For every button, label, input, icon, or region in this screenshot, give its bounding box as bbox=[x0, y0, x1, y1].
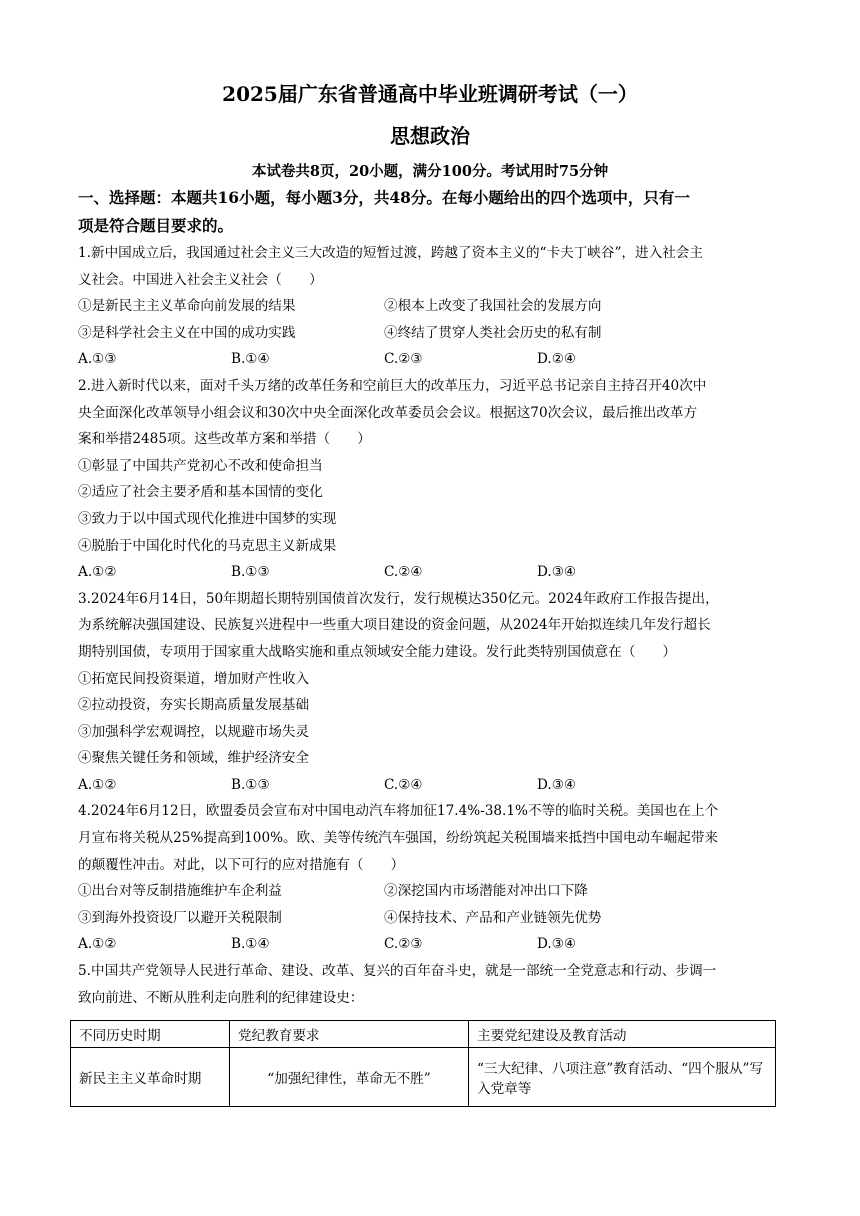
statement-option: ④终结了贯穿人类社会历史的私有制 bbox=[384, 324, 602, 341]
subject-title: 思想政治 bbox=[390, 124, 470, 148]
question-stem-line: 央全面深化改革领导小组会议和30次中央全面深化改革委员会会议。根据这70次会议，最后推出改革方 bbox=[78, 404, 698, 421]
table-header-row bbox=[71, 1021, 776, 1048]
answer-choices bbox=[78, 346, 778, 373]
answer-choices bbox=[78, 559, 778, 586]
statement-row bbox=[78, 293, 778, 320]
section-heading: 一、选择题：本题共16小题，每小题3分，共48分。在每小题给出的四个选项中，只有一 项是符合题目要求的。 bbox=[78, 188, 690, 235]
exam-title: 2025届广东省普通高中毕业班调研考试（一） bbox=[222, 82, 638, 106]
answer-choice: C.②④ bbox=[384, 564, 423, 581]
statement-option: ①出台对等反制措施维护车企利益 bbox=[78, 883, 282, 900]
question-stem-line: 月宣布将关税从25%提高到100%。欧、美等传统汽车强国，纷纷筑起关税围墙来抵挡中国电动车崛起带来 bbox=[78, 830, 719, 847]
answer-choice: B.①③ bbox=[231, 776, 270, 793]
answer-choice: B.①③ bbox=[231, 564, 270, 581]
answer-choice: C.②③ bbox=[384, 351, 423, 368]
question-2 bbox=[78, 373, 778, 586]
question-3 bbox=[78, 586, 778, 799]
answer-choice: C.②④ bbox=[384, 776, 423, 793]
answer-choice: B.①④ bbox=[231, 936, 270, 953]
discipline-table bbox=[70, 1020, 776, 1107]
statement-row bbox=[78, 320, 778, 347]
statement-option: ②根本上改变了我国社会的发展方向 bbox=[384, 298, 602, 315]
question-stem-line: 3.2024年6月14日，50年期超长期特别国债首次发行，发行规模达350亿元。2024年政府工作报告提出， bbox=[78, 590, 719, 607]
answer-choice: C.②③ bbox=[384, 936, 423, 953]
table-cell: 新民主主义革命时期 bbox=[71, 1048, 230, 1107]
question-stem-line: 的颠覆性冲击。对此，以下可行的应对措施有（ ） bbox=[78, 856, 405, 873]
question-stem-line: 义社会。中国进入社会主义社会（ ） bbox=[78, 271, 323, 288]
table-row bbox=[71, 1048, 776, 1107]
statement-option: ③是科学社会主义在中国的成功实践 bbox=[78, 324, 296, 341]
question-stem-line: 5.中国共产党领导人民进行革命、建设、改革、复兴的百年奋斗史，就是一部统一全党意志和行动、步调一 bbox=[78, 963, 717, 980]
statement-option: ②拉动投资，夯实长期高质量发展基础 bbox=[78, 697, 310, 714]
table-cell: “三大纪律、八项注意”教育活动、“四个服从”写入党章等 bbox=[469, 1048, 776, 1107]
table-cell: “加强纪律性，革命无不胜” bbox=[230, 1048, 469, 1107]
question-area bbox=[78, 184, 778, 1011]
question-stem-line: 2.进入新时代以来，面对千头万绪的改革任务和空前巨大的改革压力，习近平总书记亲自主持召开40次中 bbox=[78, 377, 707, 394]
statement-option: ③到海外投资设厂以避开关税限制 bbox=[78, 909, 282, 926]
question-stem-line: 为系统解决强国建设、民族复兴进程中一些重大项目建设的资金问题，从2024年开始拟连续几年发行超长 bbox=[78, 617, 711, 634]
statement-option: ②适应了社会主要矛盾和基本国情的变化 bbox=[78, 484, 323, 501]
statement-option: ④聚焦关键任务和领域，维护经济安全 bbox=[78, 750, 310, 767]
answer-choice: D.③④ bbox=[537, 776, 577, 793]
question-stem-line: 案和举措2485项。这些改革方案和举措（ ） bbox=[78, 431, 371, 448]
answer-choice: A.①② bbox=[78, 564, 117, 581]
answer-choice: A.①② bbox=[78, 936, 117, 953]
table-header-cell: 不同历史时期 bbox=[71, 1021, 230, 1048]
answer-choice: D.③④ bbox=[537, 564, 577, 581]
answer-choices bbox=[78, 931, 778, 958]
question-stem-line: 致向前进、不断从胜利走向胜利的纪律建设史： bbox=[78, 989, 364, 1006]
answer-choice: B.①④ bbox=[231, 351, 270, 368]
statement-option: ③致力于以中国式现代化推进中国梦的实现 bbox=[78, 510, 337, 527]
exam-info: 本试卷共8页，20小题，满分100分。考试用时75分钟 bbox=[251, 163, 609, 180]
statement-option: ④保持技术、产品和产业链领先优势 bbox=[384, 909, 602, 926]
statement-option: ①是新民主主义革命向前发展的结果 bbox=[78, 298, 296, 315]
statement-row bbox=[78, 905, 778, 932]
answer-choice: A.①③ bbox=[78, 351, 117, 368]
answer-choice: A.①② bbox=[78, 776, 117, 793]
question-stem-line: 期特别国债，专项用于国家重大战略实施和重点领域安全能力建设。发行此类特别国债意在（ ） bbox=[78, 643, 677, 660]
question-1 bbox=[78, 240, 778, 373]
question-stem-line: 1.新中国成立后，我国通过社会主义三大改造的短暂过渡，跨越了资本主义的“卡夫丁峡谷”，进入社会主 bbox=[78, 245, 703, 261]
question-5 bbox=[78, 958, 778, 1011]
statement-option: ①彰显了中国共产党初心不改和使命担当 bbox=[78, 457, 323, 474]
statement-option: ③加强科学宏观调控，以规避市场失灵 bbox=[78, 723, 310, 740]
question-stem-line: 4.2024年6月12日，欧盟委员会宣布对中国电动汽车将加征17.4%-38.1%不等的临时关税。美国也在上个 bbox=[78, 803, 719, 820]
answer-choices bbox=[78, 772, 778, 799]
table-header-cell: 党纪教育要求 bbox=[230, 1021, 469, 1048]
answer-choice: D.②④ bbox=[537, 351, 577, 368]
answer-choice: D.③④ bbox=[537, 936, 577, 953]
question-4 bbox=[78, 798, 778, 958]
statement-row bbox=[78, 878, 778, 905]
statement-option: ④脱胎于中国化时代化的马克思主义新成果 bbox=[78, 537, 337, 554]
table-header-cell: 主要党纪建设及教育活动 bbox=[469, 1021, 776, 1048]
statement-option: ①拓宽民间投资渠道，增加财产性收入 bbox=[78, 670, 310, 687]
statement-option: ②深挖国内市场潜能对冲出口下降 bbox=[384, 883, 588, 900]
